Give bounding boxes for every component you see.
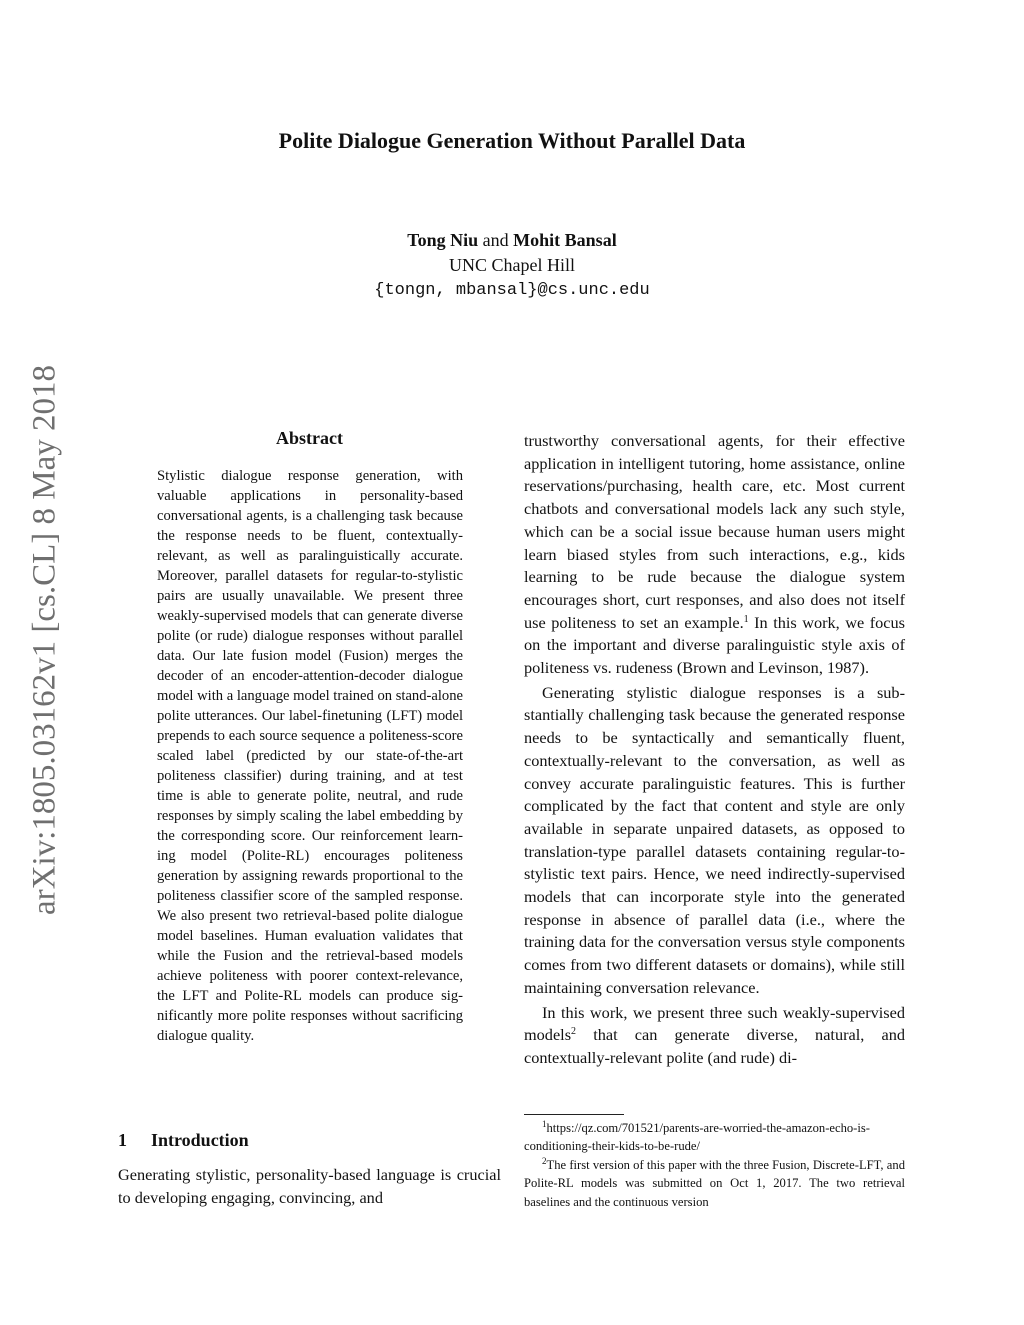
- footnote-number: 1: [542, 1119, 547, 1129]
- body-paragraph: Generating stylistic dialogue responses is a substantially challenging task because the generated response needs to be syntactically and semantically fluent, contextually-relevant to the conversation, as well as convey accurate paralinguistic features. This is further complicated by the fact that content and style are only available in separate unpaired datasets, as opposed to translation-type parallel datasets containing regular-to-stylistic text pairs. Hence, we need indirectly-supervised models that can incorporate style into the generated response in absence of parallel data (i.e., where the training data for the conversation versus style components comes from two different datasets or domains), while still maintaining conversation relevance.: [524, 682, 905, 997]
- footnote-text: The first version of this paper with the three Fusion, Discrete-LFT, and Polite-RL models was submitted on Oct 1, 2017. The two retrieval baselines and the continuous version: [524, 1157, 905, 1209]
- author-name: Mohit Bansal: [513, 230, 617, 250]
- author-name: Tong Niu: [407, 230, 479, 250]
- section-number: 1: [118, 1130, 127, 1150]
- section-heading: [118, 1130, 501, 1151]
- author-block: [0, 228, 1024, 303]
- footnote-marker: 1: [743, 613, 749, 625]
- author-email: {tongn, mbansal}@cs.unc.edu: [374, 281, 650, 300]
- arxiv-identifier: arXiv:1805.03162v1 [cs.CL] 8 May 2018: [26, 365, 63, 915]
- abstract-heading: Abstract: [276, 428, 343, 448]
- footnote-marker: 2: [571, 1026, 577, 1038]
- footnote: [524, 1119, 905, 1156]
- footnote-link[interactable]: https://qz.com/701521/parents-are-worried-the-amazon-echo-is-conditioning-their-kids-to-be-rude/: [524, 1121, 870, 1154]
- footnote-divider: [524, 1114, 624, 1115]
- paper-title: Polite Dialogue Generation Without Parallel Data: [278, 128, 746, 153]
- footnote-number: 2: [542, 1155, 547, 1166]
- section-title: Introduction: [151, 1130, 249, 1150]
- footnote: [524, 1156, 905, 1211]
- body-paragraph: In this work, we present three such weakly-supervised models$^2$ that can generate diverse, natural, and contextually-relevant polite (and rude) di-: [524, 1002, 905, 1067]
- affiliation: UNC Chapel Hill: [449, 255, 575, 275]
- body-paragraph: trustworthy conversational agents, for their effective application in intelligent tutoring, home assistance, online reservations/purchasing, health care, etc. Most current chatbots and conversational models lack any such style, which can be a social issue because human users might learn biased styles from such interactions, e.g., kids learning to be rude because the dialogue system encourages short, curt responses, and also does not itself use politeness to set an example.$^1$ In this work, we focus on the important and diverse paralinguistic style axis of politeness vs. rudeness (Brown and Levinson, 1987).: [524, 431, 905, 678]
- right-column-body: [524, 430, 905, 1070]
- intro-paragraph-left: Generating stylistic, personality-based language is crucial to developing engaging, convincing, and: [118, 1165, 501, 1207]
- abstract-text: Stylistic dialogue response generation, with valuable applications in personality-based conversational agents, is a challenging task because the response needs to be fluent, contextually-relevant, as well as paralinguistically accurate. Moreover, parallel datasets for regular-to-stylistic pairs are usually unavailable. We present three weakly-supervised models that can generate diverse polite (or rude) dialogue responses without parallel data. Our late fusion model (Fusion) merges the decoder of an encoder-attention-decoder dialogue model with a language model trained on stand-alone polite utterances. Our label-finetuning (LFT) model prepends to each source sequence a politeness-score scaled label (predicted by our state-of-the-art politeness classifier) during training, and at test time is able to generate polite, neutral, and rude responses by simply scaling the label embedding by the corresponding score. Our reinforcement learning model (Polite-RL) encourages politeness generation by assigning rewards proportional to the politeness classifier score of the sampled response. We also present two retrieval-based polite dialogue model baselines. Human evaluation validates that while the Fusion and the retrieval-based models achieve politeness with poorer context-relevance, the LFT and Polite-RL models can produce significantly more polite responses without sacrificing dialogue quality.: [157, 468, 463, 1044]
- author-conjunction: and: [482, 230, 509, 250]
- footnotes: [524, 1119, 905, 1211]
